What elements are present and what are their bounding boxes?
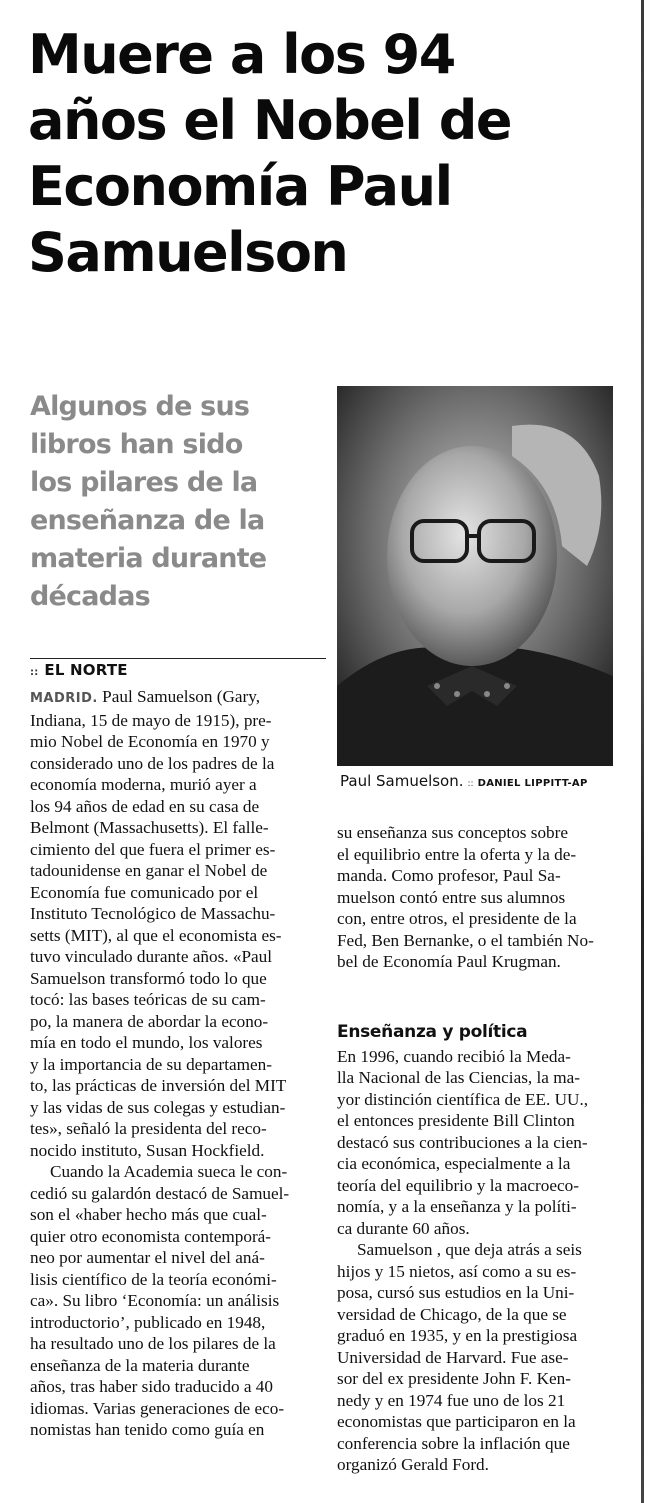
body-line: En 1996, cuando recibió la Meda- <box>337 1046 571 1066</box>
body-line: nomía, y a la enseñanza y la políti- <box>337 1197 577 1216</box>
body-line: Universidad de Harvard. Fue ase- <box>337 1347 569 1367</box>
body-line: considerado uno de los padres de la <box>30 753 275 773</box>
article-column-right-top <box>337 822 627 973</box>
body-line: graduó en 1935, y en la prestigiosa <box>337 1326 578 1345</box>
body-line: Fed, Ben Bernanke, o el también No- <box>337 930 594 950</box>
body-line: manda. Como profesor, Paul Sa- <box>337 866 561 885</box>
body-line: y la importancia de su departamen- <box>30 1054 272 1074</box>
body-line: cimiento del que fuera el primer es- <box>30 839 276 859</box>
body-line: yor distinción científica de EE. UU., <box>337 1089 589 1109</box>
body-line: teoría del equilibrio y la macroeco- <box>337 1175 579 1195</box>
body-line: setts (MIT), al que el economista es- <box>30 925 282 945</box>
body-line: ha resultado uno de los pilares de la <box>30 1334 276 1353</box>
body-line: Cuando la Academia sueca le con- <box>50 1162 288 1181</box>
body-line: el entonces presidente Bill Clinton <box>337 1111 575 1130</box>
section-subhead: Enseñanza y política <box>337 1022 528 1042</box>
portrait-photo <box>337 386 613 766</box>
body-line: versidad de Chicago, de la que se <box>337 1304 567 1324</box>
summary-line: los pilares de la <box>30 467 258 498</box>
body-line: nedy y en 1974 fue uno de los 21 <box>337 1390 566 1410</box>
body-line: destacó sus contribuciones a la cien- <box>337 1132 588 1152</box>
body-line: neo por aumentar el nivel del aná- <box>30 1248 265 1267</box>
body-line: lla Nacional de las Ciencias, la ma- <box>337 1068 580 1087</box>
caption-separator: :: <box>467 779 474 789</box>
summary-deck <box>30 388 330 616</box>
section-tag-label: EL NORTE <box>44 661 128 679</box>
body-line: cedió su galardón destacó de Samuel- <box>30 1183 290 1203</box>
summary-line: libros han sido <box>30 429 243 460</box>
photo-caption <box>340 772 640 790</box>
body-line: MADRID. Paul Samuelson (Gary, <box>30 687 261 706</box>
summary-line: décadas <box>30 581 150 612</box>
summary-line: Algunos de sus <box>30 391 250 422</box>
body-line: tocó: las bases teóricas de su cam- <box>30 990 266 1009</box>
page-edge-rule <box>641 0 644 1503</box>
body-line: nocido instituto, Susan Hockfield. <box>30 1140 265 1160</box>
body-line: ca». Su libro ‘Economía: un análisis <box>30 1291 280 1310</box>
body-line: hijos y 15 nietos, así como a su es- <box>337 1261 577 1281</box>
body-line: su enseñanza sus conceptos sobre <box>337 823 569 842</box>
dateline: MADRID. <box>30 691 98 706</box>
body-line: Economía fue comunicado por el <box>30 882 259 902</box>
body-line: conferencia sobre la inflación que <box>337 1433 570 1453</box>
body-line: y las vidas de sus colegas y estudian- <box>30 1097 286 1117</box>
body-line: ca durante 60 años. <box>337 1218 470 1238</box>
body-line: economistas que participaron en la <box>337 1412 576 1431</box>
article-column-left <box>30 686 330 1441</box>
body-line: con, entre otros, el presidente de la <box>337 909 577 928</box>
body-line: Samuelson , que deja atrás a seis <box>357 1240 582 1259</box>
body-line: los 94 años de edad en su casa de <box>30 796 260 816</box>
body-line: nomistas han tenido como guía en <box>30 1420 265 1439</box>
body-line: economía moderna, murió ayer a <box>30 775 257 794</box>
body-line: po, la manera de abordar la econo- <box>30 1011 269 1031</box>
body-line: mía en todo el mundo, los valores <box>30 1033 263 1052</box>
section-tag <box>30 658 326 679</box>
photo-credit: DANIEL LIPPITT-AP <box>477 778 588 789</box>
body-line: el equilibrio entre la oferta y la de- <box>337 844 577 864</box>
body-line: tadounidense en ganar el Nobel de <box>30 861 268 880</box>
body-line: mio Nobel de Economía en 1970 y <box>30 732 270 751</box>
body-line: son el «haber hecho más que cual- <box>30 1205 267 1224</box>
body-line: tuvo vinculado durante años. «Paul <box>30 947 273 966</box>
summary-line: materia durante <box>30 543 267 574</box>
summary-line: enseñanza de la <box>30 505 265 536</box>
body-line: cia económica, especialmente a la <box>337 1154 571 1173</box>
body-line: Indiana, 15 de mayo de 1915), pre- <box>30 710 272 730</box>
body-line: quier otro economista contemporá- <box>30 1226 272 1246</box>
headline-line: años el Nobel de <box>28 89 512 152</box>
body-line: idiomas. Varias generaciones de eco- <box>30 1398 285 1418</box>
headline <box>28 22 588 286</box>
body-line: posa, cursó sus estudios en la Uni- <box>337 1283 575 1302</box>
headline-line: Economía Paul <box>28 155 452 218</box>
caption-text: Paul Samuelson. <box>340 772 464 790</box>
body-line: to, las prácticas de inversión del MIT <box>30 1076 287 1095</box>
headline-line: Samuelson <box>28 221 348 284</box>
body-line: enseñanza de la materia durante <box>30 1355 250 1375</box>
body-line: lisis científico de la teoría económi- <box>30 1269 277 1289</box>
body-line: bel de Economía Paul Krugman. <box>337 952 561 971</box>
body-line: Samuelson transformó todo lo que <box>30 968 267 988</box>
body-line: sor del ex presidente John F. Ken- <box>337 1369 571 1388</box>
body-line: Instituto Tecnológico de Massachu- <box>30 904 276 923</box>
body-line: introductorio’, publicado en 1948, <box>30 1312 266 1332</box>
section-tag-marker: :: <box>30 667 39 678</box>
article-column-right-bottom <box>337 1022 627 1476</box>
body-line: muelson contó entre sus alumnos <box>337 887 566 907</box>
body-line: tes», señaló la presidenta del reco- <box>30 1119 267 1138</box>
body-line: Belmont (Massachusetts). El falle- <box>30 818 269 837</box>
headline-line: Muere a los 94 <box>28 23 455 86</box>
body-line: organizó Gerald Ford. <box>337 1455 489 1474</box>
body-line: años, tras haber sido traducido a 40 <box>30 1377 273 1396</box>
portrait-illustration <box>337 386 613 766</box>
